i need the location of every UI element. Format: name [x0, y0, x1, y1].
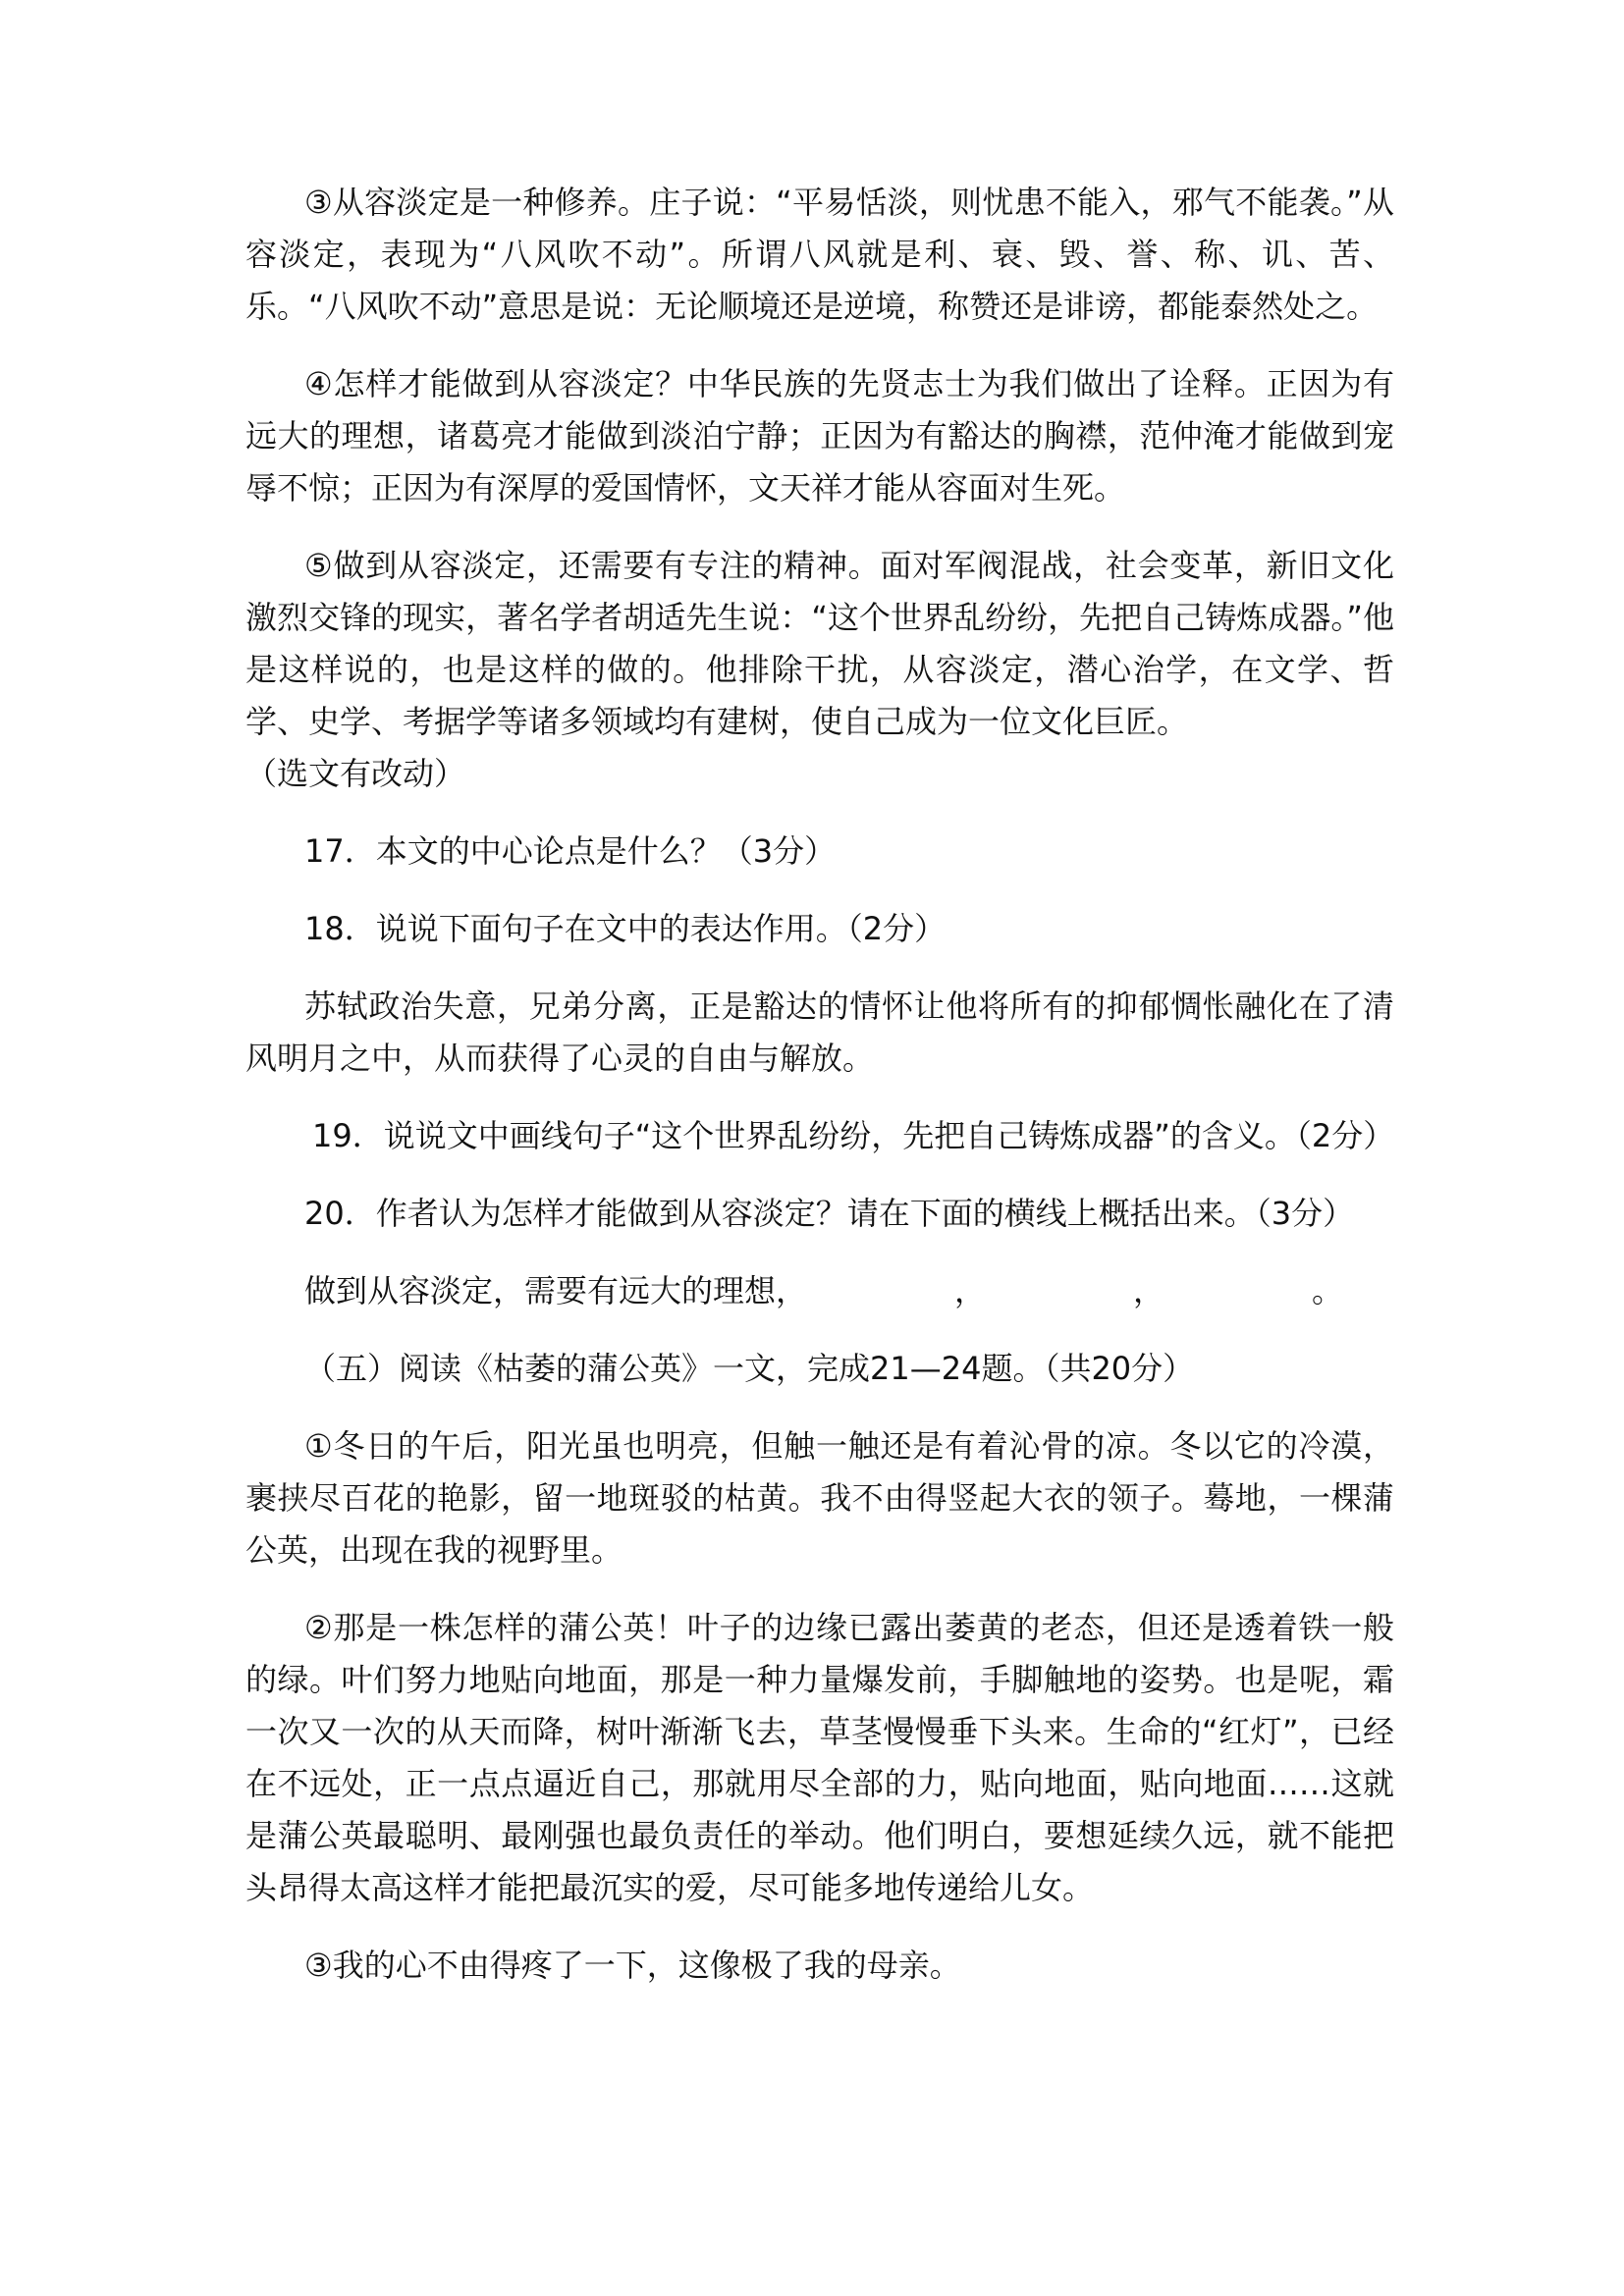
essay-paragraph-5: ⑤做到从容淡定，还需要有专注的精神。面对军阀混战，社会变革，新旧文化激烈交锋的现实，著名学者胡适先生说：“这个世界乱纷纷，先把自己铸炼成器。”他是这样说的，也是这样的做的。他排除干扰，从容淡定，潜心治学，在文学、哲学、史学、考据学等诸多领域均有建树，使自己成为一位文化巨匠。: [245, 547, 1394, 740]
essay-source-note: （选文有改动）: [245, 755, 466, 792]
question-18: 18．说说下面句子在文中的表达作用。（2分）: [304, 910, 947, 947]
question-19: 19．说说文中画线句子“这个世界乱纷纷，先把自己铸炼成器”的含义。（2分）: [312, 1117, 1395, 1154]
answer-end: 。: [1312, 1272, 1344, 1309]
section-5-paragraph-2: ②那是一株怎样的蒲公英！叶子的边缘已露出萎黄的老态，但还是透着铁一般的绿。叶们努力地贴向地面，那是一种力量爆发前，手脚触地的姿势。也是呢，霜一次又一次的从天而降，树叶渐渐飞去，草茎慢慢垂下头来。生命的“红灯”，已经在不远处，正一点点逼近自己，那就用尽全部的力，贴向地面，贴向地面……这就是蒲公英最聪明、最刚强也最负责任的举动。他们明白，要想延续久远，就不能把头昂得太高这样才能把最沉实的爱，尽可能多地传递给儿女。: [245, 1609, 1394, 1906]
answer-separator-1: ，: [954, 1272, 987, 1309]
question-18-quote: 苏轼政治失意，兄弟分离，正是豁达的情怀让他将所有的抑郁惆怅融化在了清风明月之中，从而获得了心灵的自由与解放。: [245, 988, 1394, 1077]
answer-prefix: 做到从容淡定，需要有远大的理想，: [304, 1272, 808, 1309]
document-page: [245, 177, 1394, 2017]
essay-paragraph-3: ③从容淡定是一种修养。庄子说：“平易恬淡，则忧患不能入，邪气不能袭。”从容淡定，表现为“八风吹不动”。所谓八风就是利、衰、毁、誉、称、讥、苦、乐。“八风吹不动”意思是说：无论顺境还是逆境，称赞还是诽谤，都能泰然处之。: [245, 184, 1394, 325]
section-5-heading: （五）阅读《枯萎的蒲公英》一文，完成21—24题。（共20分）: [304, 1350, 1195, 1387]
essay-paragraph-4: ④怎样才能做到从容淡定？中华民族的先贤志士为我们做出了诠释。正因为有远大的理想，诸葛亮才能做到淡泊宁静；正因为有豁达的胸襟，范仲淹才能做到宠辱不惊；正因为有深厚的爱国情怀，文天祥才能从容面对生死。: [245, 365, 1394, 507]
question-17: 17．本文的中心论点是什么？（3分）: [304, 832, 837, 870]
answer-separator-2: ，: [1133, 1272, 1165, 1309]
question-20: 20．作者认为怎样才能做到从容淡定？请在下面的横线上概括出来。（3分）: [304, 1195, 1355, 1232]
question-20-answer-line: [245, 1265, 1394, 1317]
section-5-paragraph-3: ③我的心不由得疼了一下，这像极了我的母亲。: [304, 1947, 961, 1984]
section-5-paragraph-1: ①冬日的午后，阳光虽也明亮，但触一触还是有着沁骨的凉。冬以它的冷漠，裹挟尽百花的艳影，留一地斑驳的枯黄。我不由得竖起大衣的领子。蓦地，一棵蒲公英，出现在我的视野里。: [245, 1427, 1394, 1569]
